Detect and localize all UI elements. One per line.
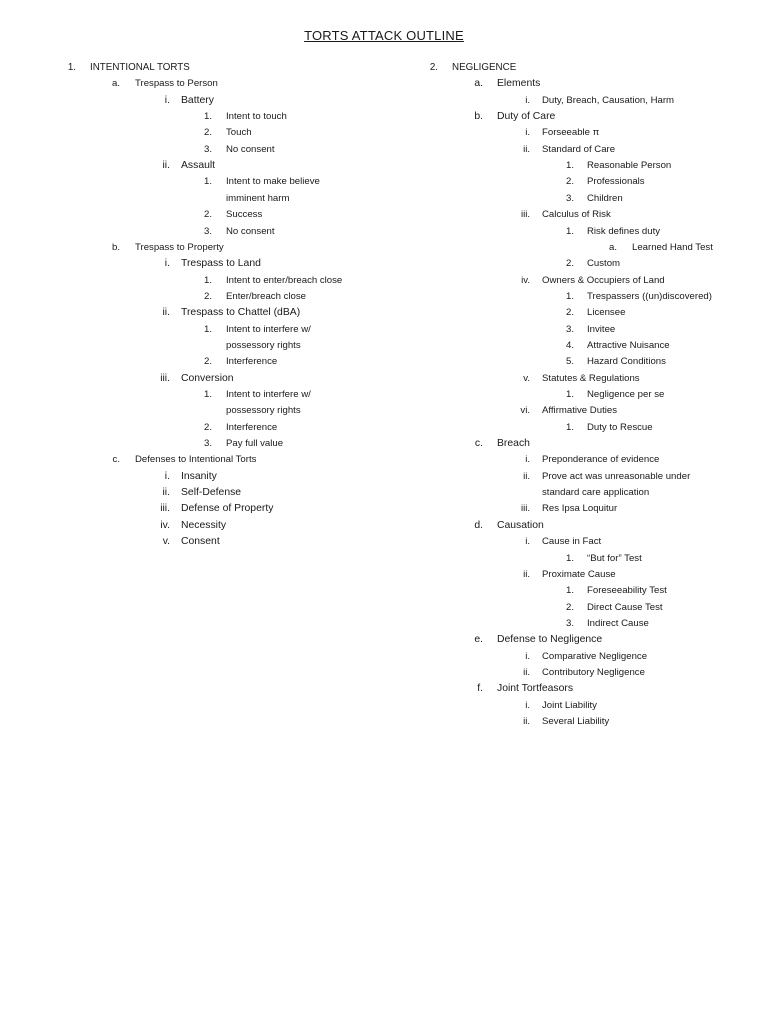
outline-item-marker: 2. [203, 421, 212, 433]
outline-item-label: Forseeable π [542, 127, 600, 139]
negligence-outline-item [0, 551, 768, 567]
outline-item-marker: c. [112, 454, 120, 466]
outline-item-label: Affirmative Duties [542, 405, 617, 417]
outline-item-marker: 3. [565, 323, 574, 335]
outline-item-marker: c. [474, 438, 483, 450]
outline-item-label: Prove act was unreasonable under [542, 470, 691, 482]
outline-item-marker: vi. [520, 405, 530, 417]
outline-item-label: Risk defines duty [587, 225, 661, 237]
negligence-outline-item [0, 436, 768, 452]
outline-item-label: Duty of Care [497, 111, 556, 123]
negligence-outline-item [0, 681, 768, 697]
outline-item-marker: 2. [565, 176, 574, 188]
outline-item-label: Touch [226, 127, 252, 139]
negligence-outline-item [0, 191, 768, 207]
outline-item-marker: 3. [565, 617, 574, 629]
outline-item-marker: ii. [523, 666, 530, 678]
outline-item-label: Self-Defense [181, 487, 242, 499]
negligence-outline-item [0, 158, 768, 174]
outline-item-label: Intent to make believe [226, 176, 320, 188]
outline-item-label: Owners & Occupiers of Land [542, 274, 665, 286]
outline-item-marker: 1. [565, 421, 574, 433]
outline-item-label: Interference [226, 421, 278, 433]
outline-item-label: Indirect Cause [587, 617, 649, 629]
outline-item-label: Professionals [587, 176, 645, 188]
negligence-outline-item [0, 452, 768, 468]
outline-item-label: Licensee [587, 307, 626, 319]
outline-item-label: Foreseeability Test [587, 585, 667, 597]
outline-item-label: Attractive Nuisance [587, 339, 670, 351]
outline-item-label: Proximate Cause [542, 568, 616, 580]
outline-item-marker: ii. [162, 160, 170, 172]
outline-item-label: Success [226, 209, 263, 221]
outline-item-marker: d. [474, 519, 483, 531]
outline-item-marker: 3. [203, 438, 212, 450]
outline-item-marker: i. [525, 650, 530, 662]
outline-item-marker: 1. [203, 323, 212, 335]
outline-item-label: Cause in Fact [542, 536, 602, 548]
outline-item-marker: 1. [203, 274, 212, 286]
outline-item-label: Trespass to Property [135, 241, 224, 253]
outline-item-label: INTENTIONAL TORTS [90, 62, 190, 73]
negligence-outline-item [0, 224, 768, 240]
negligence-outline-item [0, 616, 768, 632]
outline-item-label: Defense of Property [181, 503, 274, 515]
outline-item-marker: i. [525, 699, 530, 711]
outline-item-label: Statutes & Regulations [542, 372, 640, 384]
outline-item-marker: ii. [523, 568, 530, 580]
outline-item-label: Causation [497, 519, 544, 531]
outline-item-label: Contributory Negligence [542, 666, 645, 678]
negligence-outline-item [0, 207, 768, 223]
outline-item-marker: 5. [565, 356, 574, 368]
outline-item-label: Reasonable Person [587, 160, 672, 172]
negligence-outline-item [0, 501, 768, 517]
outline-item-label: NEGLIGENCE [452, 62, 517, 73]
outline-item-label: Enter/breach close [226, 290, 306, 302]
outline-item-label: imminent harm [226, 192, 290, 204]
outline-item-marker: i. [164, 258, 170, 270]
negligence-outline-item [0, 240, 768, 256]
outline-item-marker: 2. [203, 356, 212, 368]
outline-item-label: possessory rights [226, 339, 301, 351]
outline-item-label: Trespass to Person [135, 78, 218, 90]
outline-item-label: Defenses to Intentional Torts [135, 454, 257, 466]
outline-item-label: Calculus of Risk [542, 209, 611, 221]
outline-item-marker: 1. [203, 111, 212, 123]
outline-item-marker: i. [525, 454, 530, 466]
negligence-outline-item [0, 714, 768, 730]
negligence-outline-item [0, 583, 768, 599]
negligence-outline-item [0, 698, 768, 714]
outline-item-marker: f. [477, 683, 483, 695]
page-title: TORTS ATTACK OUTLINE [304, 28, 464, 43]
outline-item-marker: 1. [565, 389, 574, 400]
outline-item-marker: 3. [203, 143, 212, 155]
outline-item-label: possessory rights [226, 405, 301, 417]
outline-item-marker: i. [164, 470, 170, 482]
outline-item-marker: i. [525, 127, 530, 139]
negligence-outline-item [0, 567, 768, 583]
negligence-outline-item [0, 142, 768, 158]
outline-item-label: Trespass to Land [181, 258, 261, 270]
outline-item-marker: 3. [203, 225, 212, 237]
outline-item-marker: 2. [203, 290, 212, 302]
outline-item-label: Invitee [587, 323, 616, 335]
negligence-outline-item [0, 322, 768, 338]
outline-item-marker: i. [525, 94, 530, 106]
outline-item-marker: 1. [203, 176, 212, 188]
outline-item-label: Trespassers ((un)discovered) [587, 290, 712, 302]
outline-item-label: Consent [181, 536, 220, 548]
outline-item-marker: 1. [565, 290, 574, 302]
outline-item-marker: b. [111, 241, 120, 253]
outline-item-label: Elements [497, 78, 541, 90]
outline-item-label: Conversion [181, 372, 234, 384]
outline-item-marker: 1. [203, 389, 212, 400]
outline-item-marker: 2. [203, 209, 212, 221]
outline-item-label: Insanity [181, 470, 217, 482]
outline-item-marker: iii. [520, 209, 530, 221]
outline-item-marker: 2. [203, 127, 212, 139]
outline-item-marker: a. [111, 78, 120, 90]
outline-item-marker: v. [162, 536, 170, 548]
outline-item-label: standard care application [542, 487, 650, 499]
negligence-outline-item [0, 273, 768, 289]
outline-item-label: Hazard Conditions [587, 356, 666, 368]
negligence-outline-item [0, 338, 768, 354]
negligence-outline-item [0, 534, 768, 550]
negligence-outline-item [0, 403, 768, 419]
outline-item-label: Duty to Rescue [587, 421, 653, 433]
negligence-outline-item [0, 174, 768, 190]
outline-item-marker: 2. [565, 307, 574, 319]
outline-item-marker: v. [523, 372, 530, 384]
outline-item-label: No consent [226, 225, 275, 237]
negligence-outline-item [0, 125, 768, 141]
outline-item-label: Defense to Negligence [497, 634, 603, 646]
negligence-outline-item [0, 371, 768, 387]
negligence-outline-item [0, 93, 768, 109]
outline-item-marker: i. [164, 94, 170, 106]
outline-item-label: Joint Liability [542, 699, 597, 711]
outline-item-label: Interference [226, 356, 278, 368]
outline-item-marker: b. [474, 111, 483, 123]
negligence-outline-item [0, 420, 768, 436]
outline-item-label: Learned Hand Test [632, 241, 713, 253]
outline-item-label: Joint Tortfeasors [497, 683, 574, 695]
outline-item-label: Intent to interfere w/ [226, 323, 311, 335]
outline-item-label: Necessity [181, 519, 227, 531]
outline-item-label: Battery [181, 94, 214, 106]
outline-item-marker: ii. [523, 716, 530, 727]
outline-item-label: No consent [226, 143, 275, 155]
outline-item-marker: 2. [429, 62, 438, 73]
outline-item-marker: 1. [565, 552, 574, 564]
negligence-outline-item [0, 469, 768, 485]
negligence-outline-item [0, 354, 768, 370]
outline-item-marker: 1. [565, 225, 574, 237]
negligence-outline-item [0, 305, 768, 321]
outline-item-marker: a. [474, 78, 483, 90]
outline-item-label: Several Liability [542, 716, 610, 727]
outline-item-marker: 1. [565, 585, 574, 597]
outline-item-label: Trespass to Chattel (dBA) [181, 307, 301, 319]
outline-item-marker: iv. [521, 274, 530, 286]
outline-item-marker: 2. [565, 601, 574, 613]
outline-item-marker: 1. [565, 160, 574, 172]
outline-item-label: Children [587, 192, 623, 204]
negligence-outline-item [0, 632, 768, 648]
outline-item-label: Res Ipsa Loquitur [542, 503, 618, 515]
negligence-outline-item [0, 485, 768, 501]
outline-item-marker: 3. [565, 192, 574, 204]
outline-item-marker: ii. [523, 143, 530, 155]
outline-item-marker: 4. [565, 339, 574, 351]
outline-item-marker: 1. [67, 62, 76, 73]
outline-item-marker: ii. [162, 487, 170, 499]
outline-item-marker: ii. [523, 470, 530, 482]
negligence-outline-item [0, 60, 768, 76]
outline-item-label: Custom [587, 258, 621, 270]
outline-item-label: Breach [497, 438, 530, 450]
negligence-outline-item [0, 289, 768, 305]
negligence-outline-item [0, 649, 768, 665]
outline-item-label: Standard of Care [542, 143, 616, 155]
outline-item-marker: iv. [160, 519, 170, 531]
outline-item-marker: iii. [160, 503, 170, 515]
outline-item-label: “But for” Test [587, 552, 642, 564]
negligence-outline-item [0, 518, 768, 534]
outline-item-marker: i. [525, 536, 530, 548]
negligence-outline-item [0, 76, 768, 92]
outline-item-marker: iii. [160, 372, 170, 384]
negligence-outline-item [0, 600, 768, 616]
outline-item-label: Comparative Negligence [542, 650, 648, 662]
outline-item-label: Negligence per se [587, 389, 665, 400]
outline-item-marker: a. [608, 241, 617, 253]
outline-item-label: Intent to touch [226, 111, 287, 123]
outline-item-marker: 2. [565, 258, 574, 270]
outline-item-label: Preponderance of evidence [542, 454, 660, 466]
outline-item-marker: e. [474, 634, 483, 646]
negligence-outline-item [0, 387, 768, 403]
negligence-outline-item [0, 109, 768, 125]
outline-item-label: Direct Cause Test [587, 601, 663, 613]
outline-item-marker: ii. [162, 307, 170, 319]
negligence-outline-item [0, 665, 768, 681]
outline-item-label: Duty, Breach, Causation, Harm [542, 94, 675, 106]
negligence-outline-item [0, 256, 768, 272]
outline-item-label: Intent to interfere w/ [226, 389, 311, 400]
outline-item-label: Pay full value [226, 438, 284, 450]
outline-item-label: Assault [181, 160, 216, 172]
outline-item-label: Intent to enter/breach close [226, 274, 343, 286]
outline-item-marker: iii. [520, 503, 530, 515]
